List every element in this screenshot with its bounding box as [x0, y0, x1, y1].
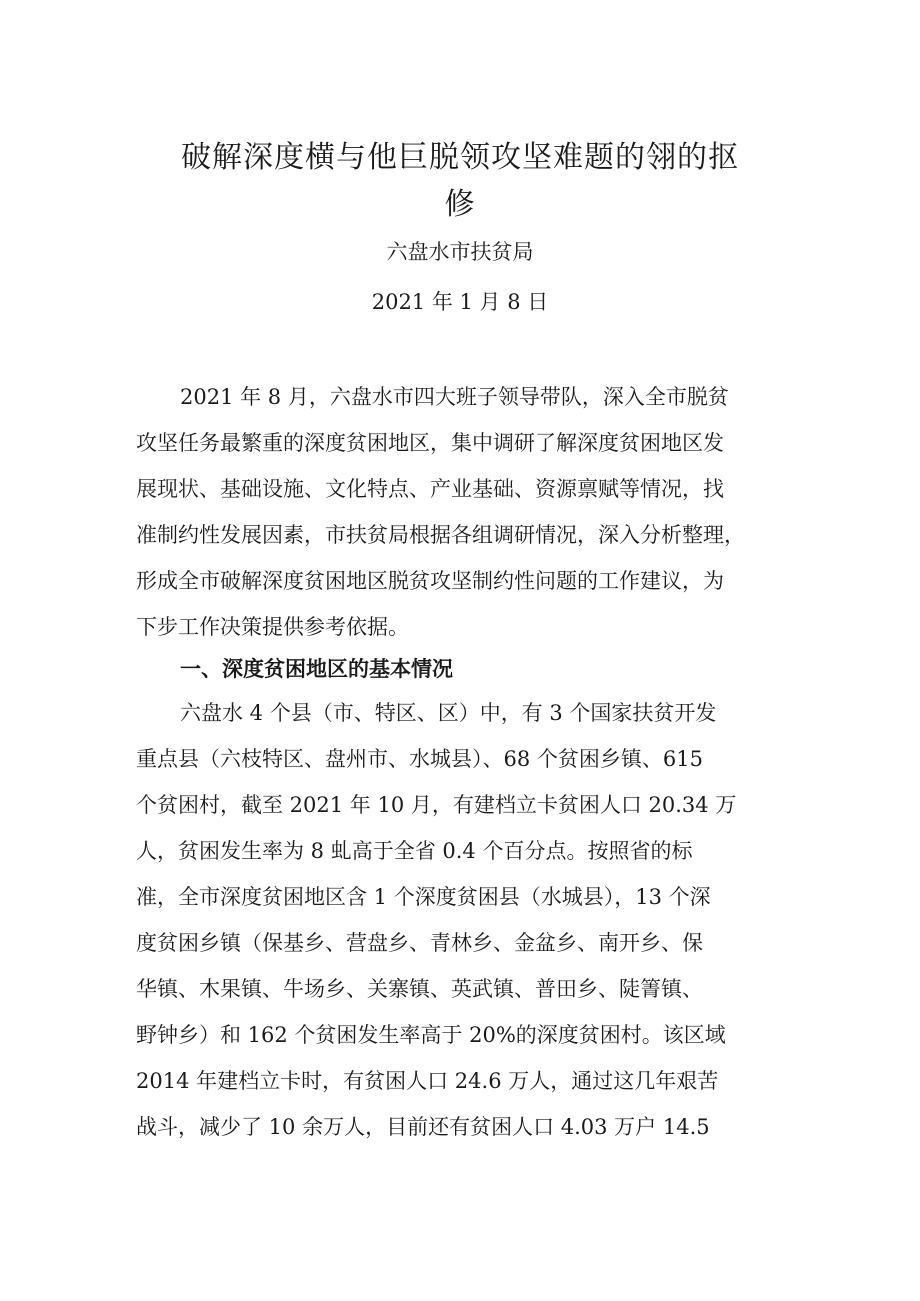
paragraph-1-line: 准制约性发展因素，市扶贫局根据各组调研情况，深入分析整理，	[136, 523, 745, 547]
paragraph-1-line: 展现状、基础设施、文化特点、产业基础、资源禀赋等情况，找	[136, 477, 724, 501]
paragraph-2-line: 战斗，减少了 10 余万人，目前还有贫困人口 4.03 万户 14.5	[136, 1115, 710, 1139]
paragraph-1-line: 攻坚任务最繁重的深度贫困地区，集中调研了解深度贫困地区发	[136, 431, 724, 455]
paragraph-2-line: 度贫困乡镇（保基乡、营盘乡、青林乡、金盆乡、南开乡、保	[136, 931, 703, 955]
document-author: 六盘水市扶贫局	[386, 240, 534, 264]
paragraph-1-line: 2021 年 8 月，六盘水市四大班子领导带队，深入全市脱贫	[180, 385, 729, 409]
paragraph-2-line: 人，贫困发生率为 8 虬高于全省 0.4 个百分点。按照省的标	[136, 839, 693, 863]
paragraph-2-line: 重点县（六枝特区、盘州市、水城县）、68 个贫困乡镇、615	[136, 747, 703, 771]
document-title-line-1: 破解深度横与他巨脱领攻坚难题的翎的抠	[181, 140, 739, 175]
document-title-line-2: 修	[444, 187, 476, 222]
section-heading: 一、深度贫困地区的基本情况	[180, 657, 453, 681]
paragraph-2-line: 六盘水 4 个县（市、特区、区）中，有 3 个国家扶贫开发	[180, 701, 717, 725]
paragraph-2-line: 准，全市深度贫困地区含 1 个深度贫困县（水城县），13 个深	[136, 885, 711, 909]
paragraph-1-line: 下步工作决策提供参考依据。	[136, 615, 409, 639]
paragraph-2-line: 华镇、木果镇、牛场乡、关寨镇、英武镇、普田乡、陡箐镇、	[136, 977, 703, 1001]
paragraph-1-line: 形成全市破解深度贫困地区脱贫攻坚制约性问题的工作建议，为	[136, 569, 724, 593]
paragraph-2-line: 野钟乡）和 162 个贫困发生率高于 20%的深度贫困村。该区域	[136, 1023, 726, 1047]
document-date: 2021 年 1 月 8 日	[371, 290, 549, 314]
paragraph-2-line: 个贫困村，截至 2021 年 10 月，有建档立卡贫困人口 20.34 万	[136, 793, 737, 817]
paragraph-2-line: 2014 年建档立卡时，有贫困人口 24.6 万人，通过这几年艰苦	[136, 1069, 719, 1093]
